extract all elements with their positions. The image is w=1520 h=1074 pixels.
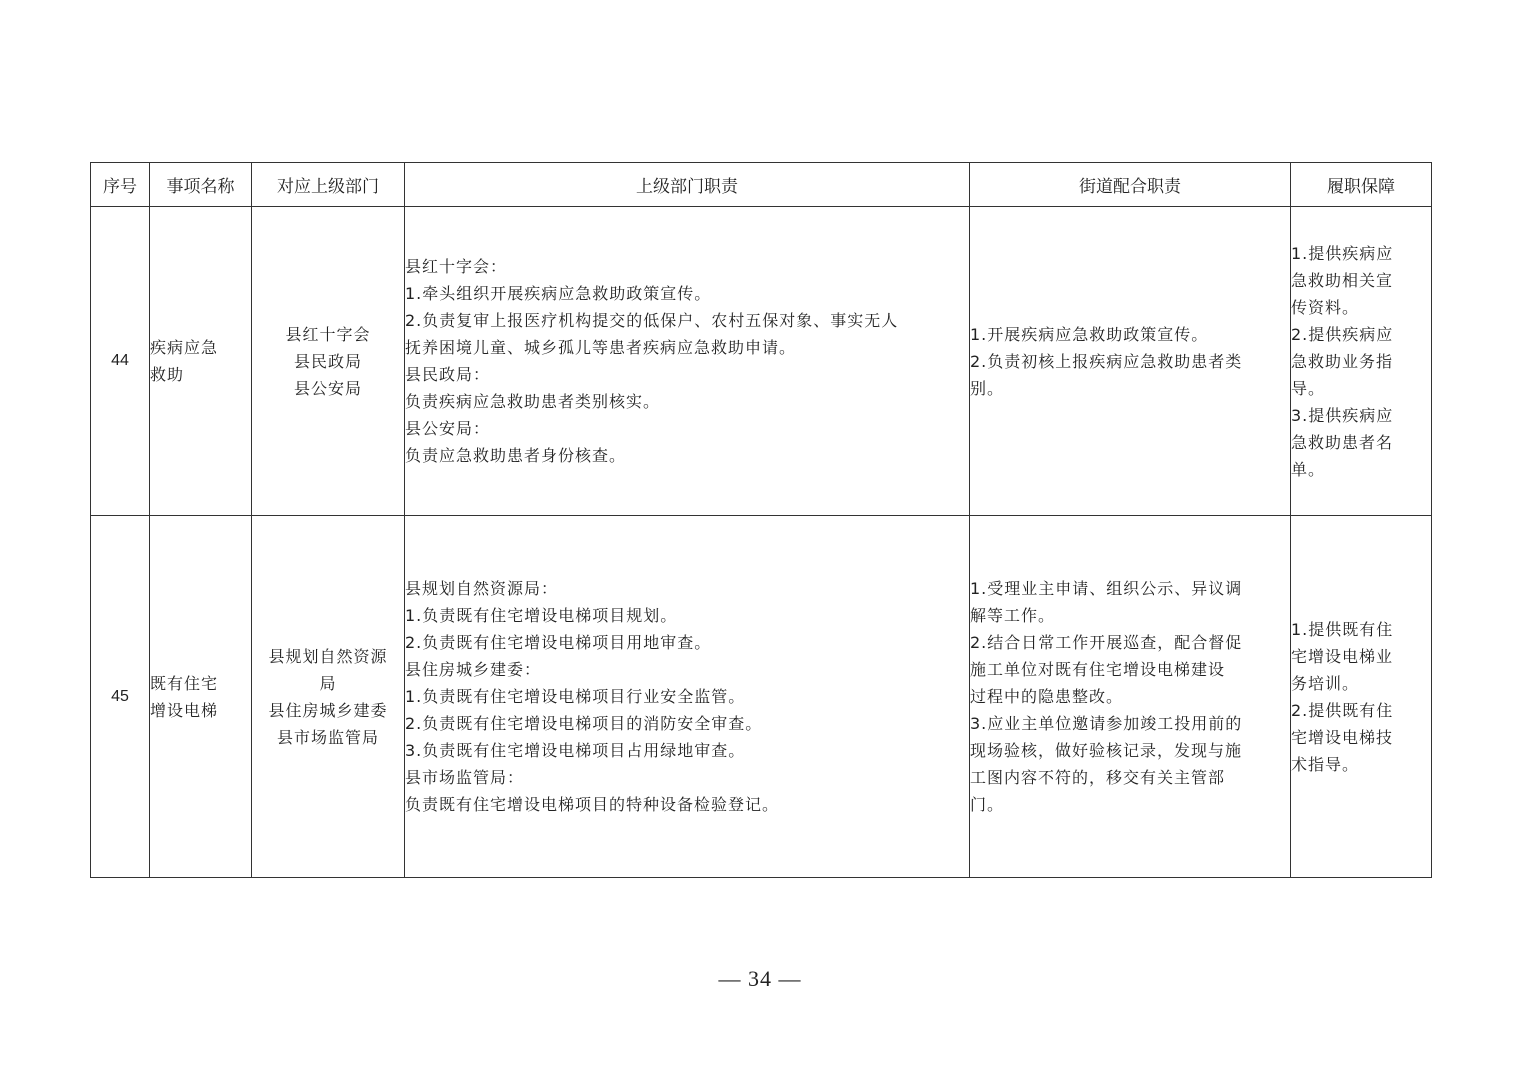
guarantee-line: 导。 (1291, 378, 1326, 398)
street-duty-line: 别。 (970, 378, 1005, 398)
header-department: 对应上级部门 (252, 163, 405, 207)
header-seq: 序号 (91, 163, 150, 207)
guarantee-line: 务培训。 (1291, 673, 1360, 693)
duty-line: 县住房城乡建委： (405, 660, 542, 679)
guarantee-line: 1.提供疾病应 (1291, 243, 1394, 263)
guarantee-line: 单。 (1291, 459, 1326, 479)
guarantee-line: 1.提供既有住 (1291, 619, 1394, 639)
guarantee-cell (1291, 207, 1432, 516)
item-name-cell (150, 207, 252, 516)
header-item-name: 事项名称 (150, 163, 252, 207)
table-header-row (91, 163, 1432, 207)
street-duty-line: 解等工作。 (970, 606, 1056, 625)
duty-line: 3.负责既有住宅增设电梯项目占用绿地审查。 (405, 741, 746, 760)
item-name-line: 增设电梯 (150, 700, 219, 720)
duty-line: 2.负责既有住宅增设电梯项目的消防安全审查。 (405, 714, 763, 733)
street-duty-line: 过程中的隐患整改。 (970, 687, 1124, 706)
department-line: 县公安局 (293, 378, 362, 398)
header-upper-duties: 上级部门职责 (405, 163, 970, 207)
department-line: 县规划自然资源 (268, 646, 388, 666)
duty-line: 负责疾病应急救助患者类别核实。 (405, 392, 661, 411)
duty-line: 1.牵头组织开展疾病应急救助政策宣传。 (405, 284, 712, 303)
street-duty-line: 1.受理业主申请、组织公示、异议调 (970, 579, 1243, 598)
department-cell (252, 207, 405, 516)
guarantee-line: 宅增设电梯业 (1291, 646, 1394, 666)
street-duty-line: 工图内容不符的，移交有关主管部 (970, 768, 1226, 787)
street-duty-line: 2.负责初核上报疾病应急救助患者类 (970, 351, 1243, 371)
item-name-line: 既有住宅 (150, 673, 219, 693)
department-line: 县住房城乡建委 (268, 700, 388, 720)
guarantee-line: 急救助业务指 (1291, 351, 1394, 371)
duty-line: 负责既有住宅增设电梯项目的特种设备检验登记。 (405, 795, 780, 814)
table-row (91, 207, 1432, 516)
guarantee-line: 3.提供疾病应 (1291, 405, 1394, 425)
row-number: 44 (91, 207, 150, 516)
duty-line: 县市场监管局： (405, 768, 525, 787)
guarantee-line: 急救助相关宣 (1291, 270, 1394, 290)
duty-line: 负责应急救助患者身份核查。 (405, 446, 627, 465)
duty-line: 县公安局： (405, 419, 491, 438)
table-row (91, 516, 1432, 878)
item-name-line: 疾病应急 (150, 338, 219, 357)
upper-duties-cell (405, 207, 970, 516)
street-duty-line: 施工单位对既有住宅增设电梯建设 (970, 660, 1226, 679)
guarantee-line: 宅增设电梯技 (1291, 727, 1394, 747)
duty-line: 县民政局： (405, 365, 491, 384)
street-duty-line: 3.应业主单位邀请参加竣工投用前的 (970, 714, 1243, 733)
item-name-line: 救助 (150, 365, 185, 384)
header-guarantees: 履职保障 (1291, 163, 1432, 207)
street-duties-cell (970, 516, 1291, 878)
duty-line: 县红十字会： (405, 257, 508, 276)
department-line: 县民政局 (293, 351, 362, 371)
item-name-cell (150, 516, 252, 878)
duty-line: 抚养困境儿童、城乡孤儿等患者疾病应急救助申请。 (405, 338, 797, 357)
row-number: 45 (91, 516, 150, 878)
duty-line: 1.负责既有住宅增设电梯项目规划。 (405, 606, 678, 625)
duty-line: 2.负责既有住宅增设电梯项目用地审查。 (405, 633, 712, 652)
duty-line: 县规划自然资源局： (405, 579, 559, 598)
department-line: 局 (319, 673, 337, 693)
guarantee-line: 急救助患者名 (1291, 432, 1394, 452)
street-duties-cell (970, 207, 1291, 516)
guarantee-line: 2.提供既有住 (1291, 700, 1394, 720)
street-duty-line: 2.结合日常工作开展巡查，配合督促 (970, 633, 1243, 652)
street-duty-line: 门。 (970, 795, 1005, 814)
page-number: — 34 — (718, 966, 802, 991)
guarantee-line: 2.提供疾病应 (1291, 324, 1394, 344)
guarantee-line: 术指导。 (1291, 754, 1360, 774)
guarantee-cell (1291, 516, 1432, 878)
department-cell (252, 516, 405, 878)
duty-line: 1.负责既有住宅增设电梯项目行业安全监管。 (405, 687, 746, 706)
header-street-duties: 街道配合职责 (970, 163, 1291, 207)
department-line: 县市场监管局 (276, 727, 379, 747)
guarantee-line: 传资料。 (1291, 297, 1360, 317)
street-duty-line: 1.开展疾病应急救助政策宣传。 (970, 324, 1209, 344)
department-line: 县红十字会 (285, 324, 371, 344)
duty-table (90, 162, 1432, 878)
street-duty-line: 现场验核，做好验核记录，发现与施 (970, 741, 1243, 760)
upper-duties-cell (405, 516, 970, 878)
duty-line: 2.负责复审上报医疗机构提交的低保户、农村五保对象、事实无人 (405, 311, 899, 330)
